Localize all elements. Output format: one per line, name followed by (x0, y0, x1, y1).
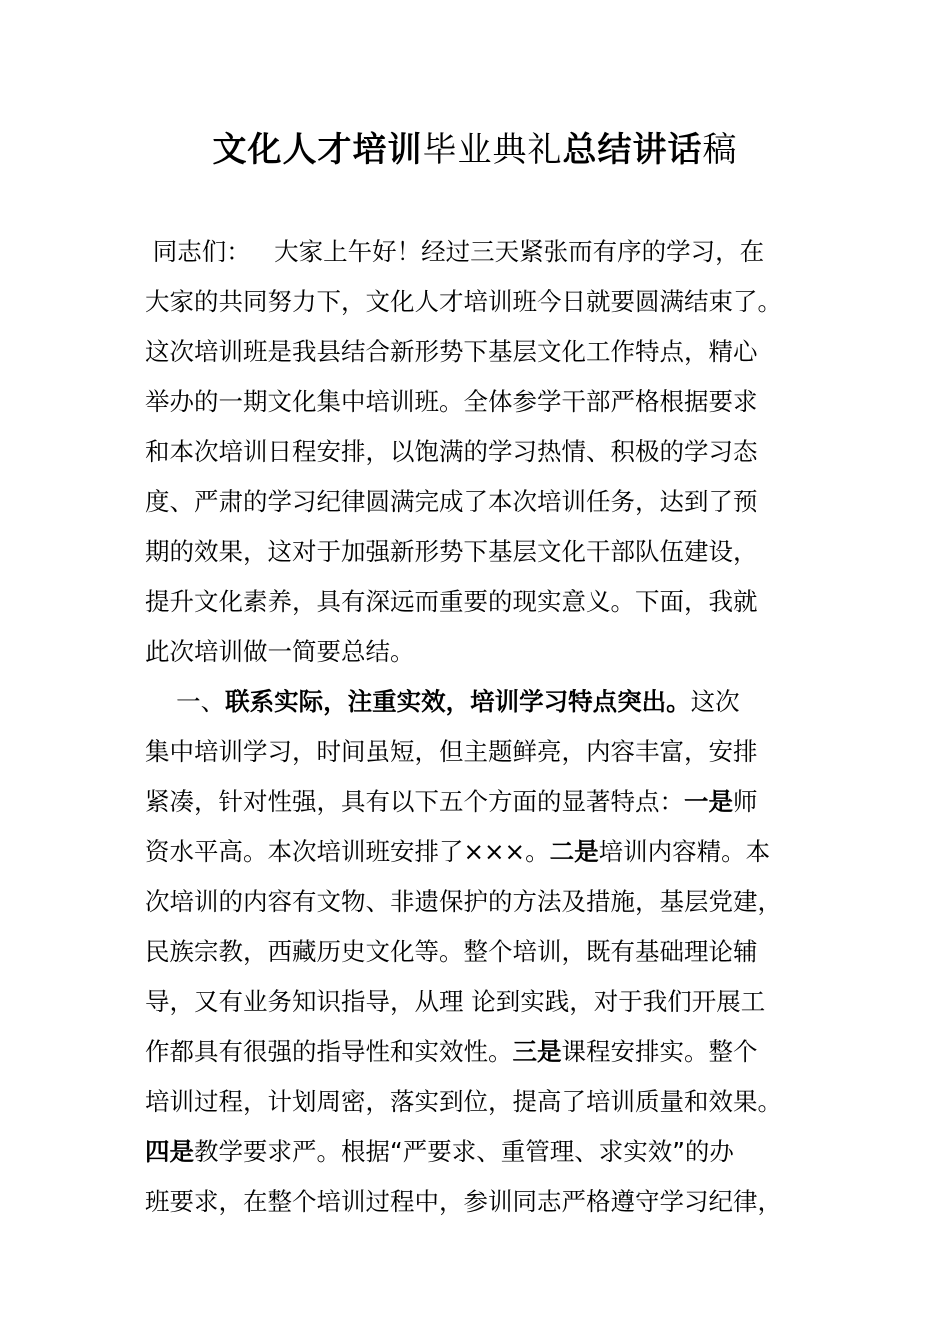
text-line (145, 827, 805, 877)
text-line (145, 327, 805, 377)
text-segment: 和本次培训日程安排，以饱满的学习热情、积极的学习态 (145, 437, 758, 466)
text-line (145, 477, 805, 527)
title-part-3: 总结讲话 (562, 130, 703, 170)
text-segment: 紧凑，针对性强，具有以下五个方面的显著特点： (145, 787, 684, 816)
text-segment: 这次培训班是我县结合新形势下基层文化工作特点，精心 (145, 337, 758, 366)
text-segment: 集中培训学习，时间虽短，但主题鲜亮，内容丰富，安排 (145, 737, 758, 766)
text-line (145, 577, 805, 627)
text-segment: 提升文化素养，具有深远而重要的现实意义。下面，我就 (145, 587, 758, 616)
text-line (145, 727, 805, 777)
text-segment: 培训内容精。本 (598, 837, 771, 866)
text-segment: 资水平高。本次培训班安排了×××。 (145, 837, 550, 866)
bold-text-segment: 四是 (145, 1137, 194, 1166)
text-segment: 同志们： 大家上午好！经过三天紧张而有序的学习，在 (145, 237, 765, 266)
text-line (145, 277, 805, 327)
text-line (145, 527, 805, 577)
bold-text-segment: 一是 (684, 787, 733, 816)
text-line (145, 627, 805, 677)
text-segment: 导，又有业务知识指导，从理 论到实践，对于我们开展工 (145, 987, 766, 1016)
text-line (145, 927, 805, 977)
text-segment: 一、 (145, 687, 226, 716)
text-segment: 次培训的内容有文物、非遗保护的方法及措施，基层党建， (145, 887, 782, 916)
text-line (145, 1177, 805, 1227)
text-line (145, 377, 805, 427)
text-line (145, 777, 805, 827)
text-segment: 大家的共同努力下，文化人才培训班今日就要圆满结束了。 (145, 287, 782, 316)
text-segment: 班要求，在整个培训过程中，参训同志严格遵守学习纪律， (145, 1187, 782, 1216)
document-title (0, 125, 950, 175)
bold-text-segment: 二是 (549, 837, 599, 866)
text-segment: 教学要求严。根据“严要求、重管理、求实效”的办 (194, 1137, 734, 1166)
title-part-1: 文化人才培训 (212, 130, 423, 170)
title-part-4: 稿 (702, 130, 738, 170)
text-segment: 举办的一期文化集中培训班。全体参学干部严格根据要求 (145, 387, 758, 416)
text-line (145, 977, 805, 1027)
text-segment: 作都具有很强的指导性和实效性。 (145, 1037, 513, 1066)
text-segment: 课程安排实。整个 (561, 1037, 758, 1066)
text-segment: 这次 (690, 687, 740, 716)
text-segment: 培训过程，计划周密，落实到位，提高了培训质量和效果。 (145, 1087, 782, 1116)
document-body (145, 227, 805, 1227)
text-line (145, 1077, 805, 1127)
bold-text-segment: 三是 (512, 1037, 562, 1066)
text-segment: 度、严肃的学习纪律圆满完成了本次培训任务，达到了预 (145, 487, 758, 516)
text-segment: 期的效果，这对于加强新形势下基层文化干部队伍建设， (145, 537, 758, 566)
text-line (145, 227, 805, 277)
text-line (145, 877, 805, 927)
bold-text-segment: 联系实际，注重实效，培训学习特点突出。 (225, 687, 691, 716)
text-segment: 此次培训做一简要总结。 (145, 637, 415, 666)
text-line (145, 1027, 805, 1077)
text-segment: 师 (733, 787, 758, 816)
text-line (145, 677, 805, 727)
title-part-2: 毕业典礼 (422, 130, 563, 170)
text-line (145, 1127, 805, 1177)
text-segment: 民族宗教，西藏历史文化等。整个培训，既有基础理论辅 (145, 937, 758, 966)
text-line (145, 427, 805, 477)
